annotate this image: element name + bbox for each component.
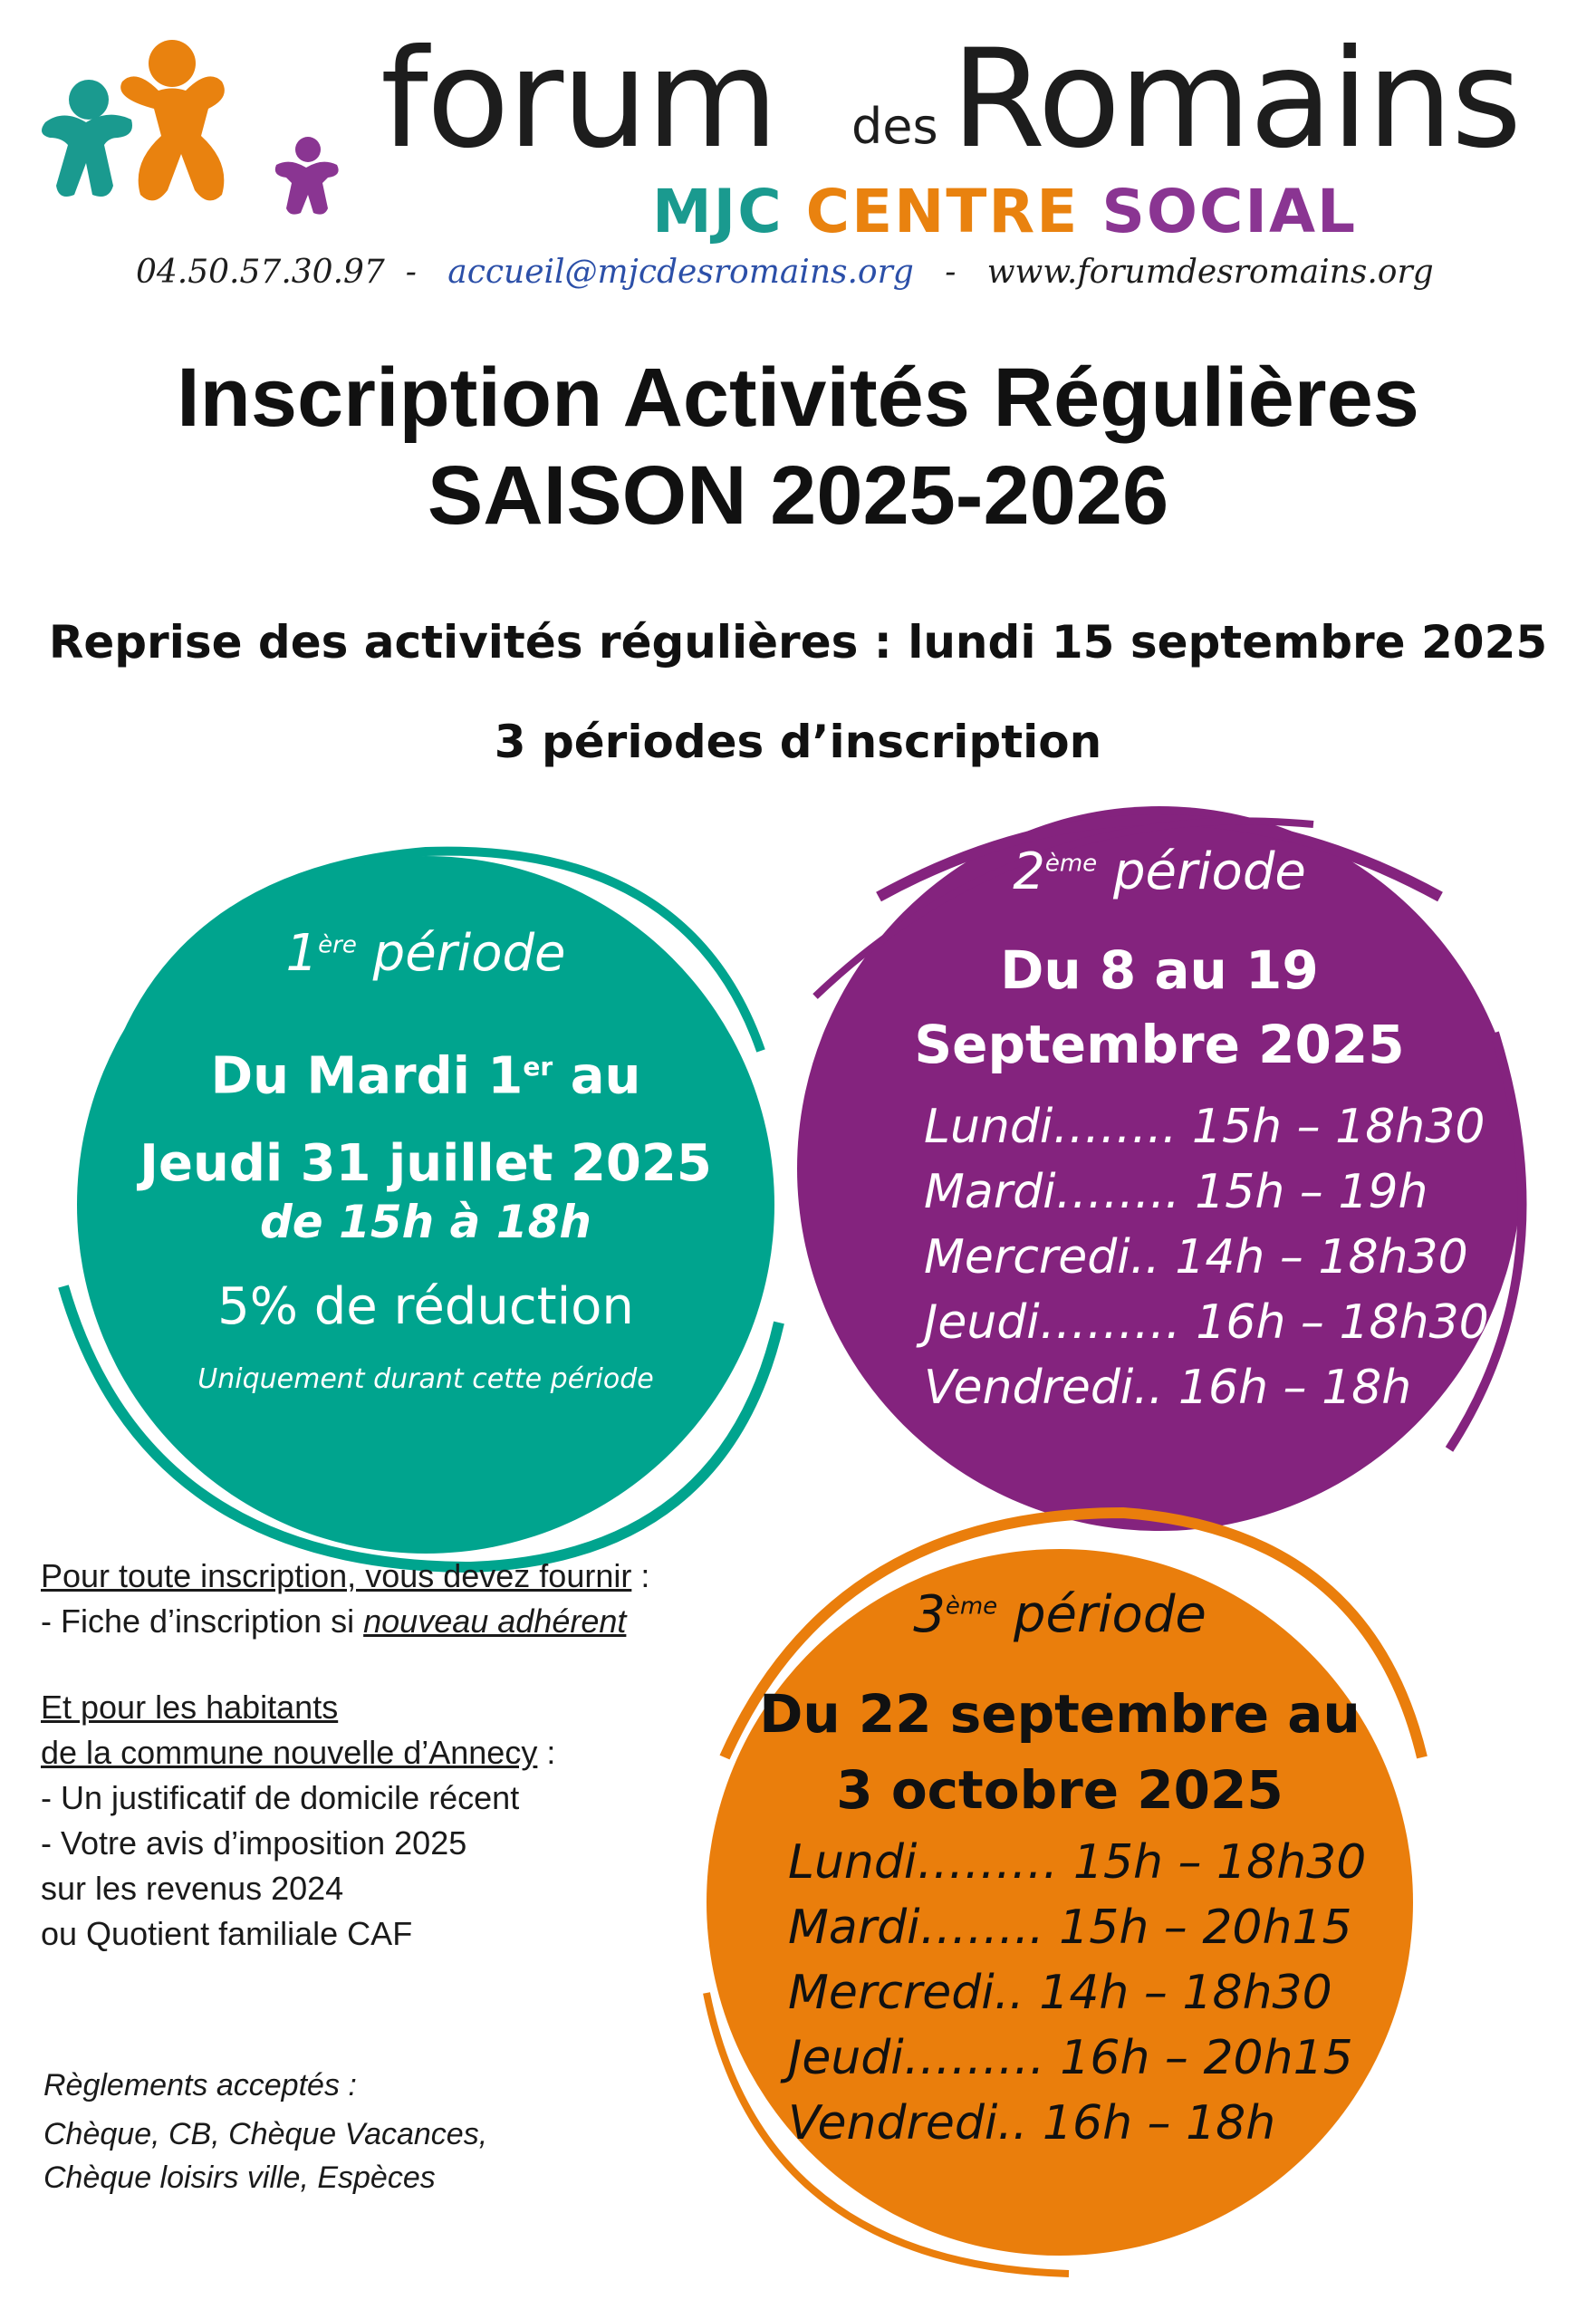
payments-label: Règlements acceptés : bbox=[43, 2068, 357, 2102]
schedule-row: Mardi…….. 15h – 20h15 bbox=[788, 1900, 1352, 1955]
requirement-item: - Un justificatif de domicile récent bbox=[41, 1779, 520, 1816]
period-1-dates-line-2: Jeudi 31 juillet 2025 bbox=[139, 1133, 712, 1193]
title-line-1: Inscription Activités Régulières bbox=[177, 351, 1419, 444]
period-3-dates bbox=[697, 1676, 1422, 1828]
residents-heading-line-1: Et pour les habitants bbox=[41, 1689, 339, 1726]
residents-heading-text: de la commune nouvelle d’Annecy bbox=[41, 1734, 538, 1771]
title-line-2: SAISON 2025-2026 bbox=[427, 449, 1169, 542]
schedule-row: Jeudi……… 16h – 20h15 bbox=[788, 2031, 1353, 2085]
requirement-emphasis: nouveau adhérent bbox=[363, 1602, 627, 1640]
payments-line: Chèque loisirs ville, Espèces bbox=[43, 2160, 436, 2195]
dates-text: au bbox=[570, 1046, 641, 1106]
period-1-label-num: 1 bbox=[285, 924, 319, 983]
schedule-row: Vendredi.. 16h – 18h bbox=[788, 2096, 1276, 2151]
schedule-row: Lundi……… 15h – 18h30 bbox=[788, 1835, 1367, 1890]
requirement-item bbox=[41, 1599, 747, 1644]
colon: : bbox=[631, 1557, 650, 1594]
contact-line bbox=[136, 254, 1495, 291]
period-1-dates bbox=[77, 1024, 774, 1208]
resume-date: Reprise des activités régulières : lundi 15 septembre 2025 bbox=[48, 616, 1548, 669]
colon: : bbox=[537, 1734, 556, 1771]
payments-line: Chèque, CB, Chèque Vacances, bbox=[43, 2117, 488, 2151]
period-2-schedule bbox=[924, 1094, 1489, 1420]
requirement-item: ou Quotient familiale CAF bbox=[41, 1915, 413, 1952]
brand-romains: Romains bbox=[951, 21, 1521, 178]
brand-subtitle bbox=[652, 177, 1357, 246]
period-2-label-word: période bbox=[1112, 842, 1306, 901]
requirements-intro-text: Pour toute inscription, vous devez fournir bbox=[41, 1557, 632, 1594]
requirements-block bbox=[41, 1554, 747, 1957]
periods-heading: 3 périodes d’inscription bbox=[494, 716, 1102, 768]
subtitle-centre: CENTRE bbox=[805, 177, 1080, 246]
logo-figures-icon bbox=[36, 36, 362, 217]
period-3-label-num: 3 bbox=[913, 1585, 946, 1644]
purple-figure-icon bbox=[275, 137, 339, 215]
period-2-label bbox=[797, 842, 1522, 901]
payments-block bbox=[43, 2064, 678, 2199]
dates-sup: er bbox=[523, 1052, 553, 1082]
period-3-label-word: période bbox=[1013, 1585, 1207, 1644]
period-1-dates-line-1 bbox=[77, 1024, 774, 1121]
orange-figure-icon bbox=[120, 40, 225, 200]
residents-heading-line-2 bbox=[41, 1730, 747, 1775]
period-3-label-sup: ème bbox=[945, 1593, 998, 1621]
separator: - bbox=[945, 254, 957, 291]
requirement-item: sur les revenus 2024 bbox=[41, 1870, 344, 1907]
spacer bbox=[41, 1644, 747, 1685]
schedule-row: Lundi…….. 15h – 18h30 bbox=[924, 1100, 1485, 1154]
brand-logo-text bbox=[380, 21, 1558, 178]
period-2-circle bbox=[797, 806, 1522, 1531]
period-1-note: Uniquement durant cette période bbox=[197, 1363, 654, 1395]
separator: - bbox=[405, 254, 417, 291]
brand-des: des bbox=[851, 98, 938, 155]
schedule-row: Mardi…….. 15h – 19h bbox=[924, 1165, 1428, 1219]
period-2-dates bbox=[797, 933, 1522, 1082]
website-link[interactable]: www.forumdesromains.org bbox=[986, 254, 1434, 291]
requirements-intro bbox=[41, 1554, 747, 1599]
phone-number: 04.50.57.30.97 bbox=[136, 254, 385, 291]
dates-text: Du Mardi 1 bbox=[210, 1046, 524, 1106]
period-1-hours: de 15h à 18h bbox=[259, 1196, 591, 1248]
schedule-row: Mercredi.. 14h – 18h30 bbox=[924, 1230, 1468, 1285]
period-3-schedule bbox=[788, 1830, 1366, 2156]
email-link[interactable]: accueil@mjcdesromains.org bbox=[447, 254, 914, 291]
brand-forum: forum bbox=[380, 21, 777, 178]
period-1-label-word: période bbox=[372, 924, 566, 983]
period-2-label-num: 2 bbox=[1013, 842, 1045, 901]
requirement-text: - Fiche d’inscription si bbox=[41, 1602, 364, 1640]
period-2-dates-line-1: Du 8 au 19 bbox=[1000, 939, 1319, 1001]
schedule-row: Mercredi.. 14h – 18h30 bbox=[788, 1966, 1332, 2020]
requirement-item: - Votre avis d’imposition 2025 bbox=[41, 1824, 467, 1862]
period-2-dates-line-2: Septembre 2025 bbox=[914, 1014, 1405, 1075]
period-1-discount: 5% de réduction bbox=[217, 1277, 634, 1336]
schedule-row: Vendredi.. 16h – 18h bbox=[924, 1361, 1412, 1415]
period-3-label bbox=[697, 1585, 1422, 1644]
period-3-dates-line-1: Du 22 septembre au bbox=[759, 1683, 1360, 1745]
page-title bbox=[0, 349, 1596, 544]
period-3-dates-line-2: 3 octobre 2025 bbox=[836, 1759, 1284, 1821]
subtitle-social: SOCIAL bbox=[1101, 177, 1358, 246]
period-3-circle bbox=[697, 1540, 1422, 2265]
subtitle-mjc: MJC bbox=[652, 177, 784, 246]
teal-figure-icon bbox=[42, 80, 132, 197]
period-1-circle bbox=[77, 856, 774, 1554]
period-1-label-sup: ère bbox=[318, 931, 357, 959]
period-1-label bbox=[77, 924, 774, 983]
period-2-label-sup: ème bbox=[1044, 850, 1098, 878]
schedule-row: Jeudi……… 16h – 18h30 bbox=[924, 1295, 1489, 1350]
